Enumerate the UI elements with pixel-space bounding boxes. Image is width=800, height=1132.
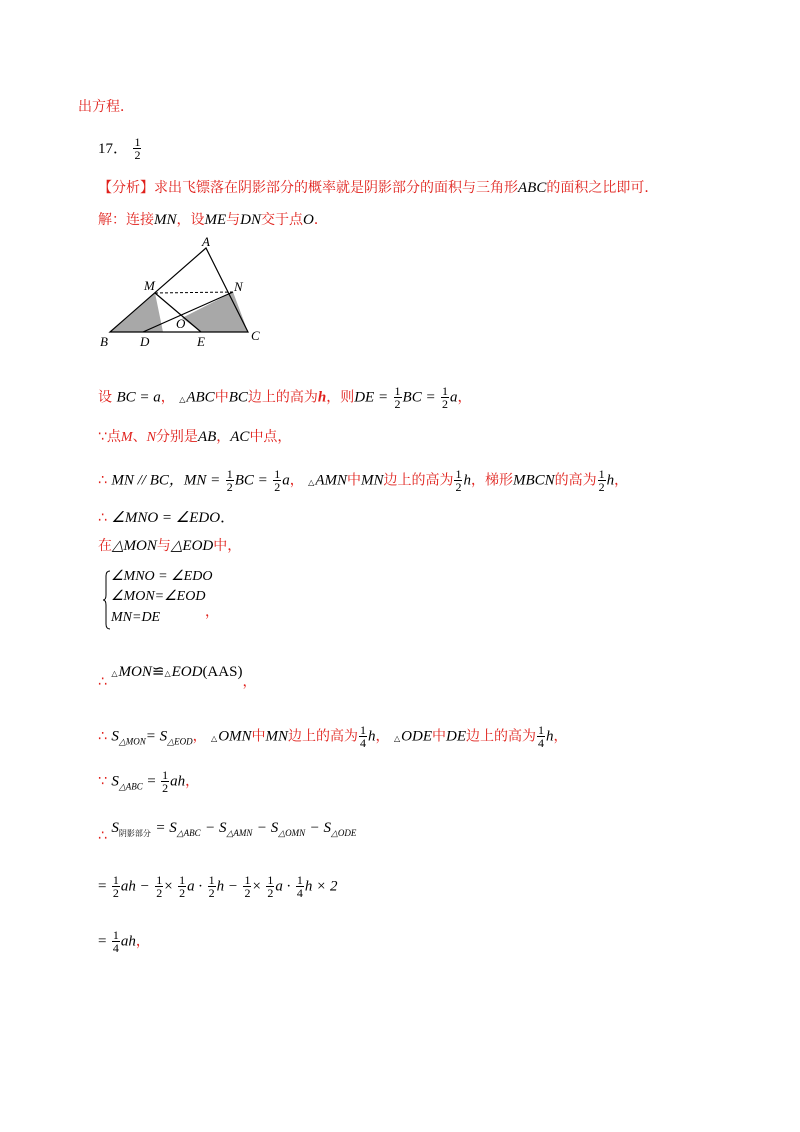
- fraction: [273, 468, 281, 493]
- subscript: △ABC: [176, 828, 201, 838]
- text: ，: [160, 389, 175, 406]
- sol-text: 交于点: [261, 212, 304, 228]
- triangle-symbol: △: [308, 477, 315, 487]
- frac-num: 1: [112, 873, 119, 887]
- label-o: O: [176, 316, 186, 331]
- triangle-symbol: △: [111, 669, 118, 678]
- math: =: [147, 773, 156, 790]
- frac-num: 1: [226, 467, 233, 481]
- math: MBCN: [512, 472, 555, 489]
- frac-num: 1: [112, 928, 119, 942]
- math: h: [317, 389, 327, 406]
- therefore-symbol: ∴: [98, 674, 107, 690]
- line-since-midpoints: [98, 427, 291, 448]
- fraction: [598, 468, 606, 493]
- math: ×: [252, 878, 261, 895]
- math: S: [111, 773, 119, 790]
- fraction: [394, 385, 402, 410]
- question-number: 17．: [98, 141, 129, 157]
- text: 设: [98, 389, 112, 406]
- text: 与: [156, 538, 171, 554]
- congruent-symbol: ≌: [151, 664, 165, 680]
- math: ∠MNO = ∠EDO: [111, 510, 221, 526]
- text: 中，: [213, 538, 242, 554]
- condition-1: ∠MNO = ∠EDO: [111, 569, 213, 584]
- subscript: △ABC: [118, 781, 143, 792]
- frac-den: 2: [208, 886, 215, 900]
- label-e: E: [197, 334, 205, 348]
- math-me: ME: [204, 212, 227, 228]
- text: 中: [431, 728, 446, 745]
- math: BC = a: [116, 389, 161, 406]
- text: 在: [98, 538, 112, 554]
- frac-den: 2: [442, 397, 449, 411]
- label-b: B: [100, 334, 108, 348]
- fraction: [296, 874, 304, 899]
- answer-fraction: [133, 136, 141, 161]
- triangle-symbol: △: [164, 669, 171, 678]
- math: N: [146, 430, 156, 445]
- math: h × 2: [304, 878, 338, 895]
- fraction: [208, 874, 216, 899]
- triangle-symbol: △: [179, 394, 186, 404]
- line-areas-equal: [98, 724, 567, 752]
- math: S: [111, 820, 119, 836]
- text: 中: [346, 472, 361, 489]
- math: MN // BC，MN =: [111, 472, 221, 489]
- frac-num: 1: [274, 467, 281, 481]
- analysis-text-b: 的面积之比即可．: [546, 180, 659, 196]
- line-since-area: [98, 769, 199, 797]
- fraction: [161, 769, 169, 794]
- label-m: M: [144, 278, 155, 293]
- text: ，梯形: [470, 472, 513, 489]
- math: h: [606, 472, 615, 489]
- math: BC =: [402, 389, 436, 406]
- math-mn: MN: [154, 212, 177, 228]
- math: − S: [256, 820, 279, 836]
- text: ，: [242, 674, 257, 690]
- math: DE =: [354, 389, 389, 406]
- fraction: [454, 468, 462, 493]
- math: ×: [164, 878, 173, 895]
- frac-den: 2: [112, 886, 119, 900]
- math: h: [463, 472, 471, 489]
- text: 边上的高为: [288, 728, 359, 745]
- text: ，: [375, 728, 390, 745]
- frac-num: 1: [296, 873, 303, 887]
- math: =: [98, 878, 107, 895]
- text: ，: [289, 472, 304, 489]
- frac-num: 1: [244, 873, 251, 887]
- math: = S: [145, 728, 168, 745]
- math: (AAS): [202, 664, 243, 680]
- dashed-mn: [155, 292, 233, 293]
- math: M: [120, 430, 133, 445]
- text: ．: [220, 510, 236, 526]
- frac-den: 2: [156, 886, 163, 900]
- math: =: [98, 933, 107, 950]
- fraction: [243, 874, 251, 899]
- frac-num: 1: [537, 723, 544, 737]
- math: ah: [170, 773, 186, 790]
- text: ，: [216, 429, 231, 445]
- subscript: △MON: [118, 736, 146, 747]
- subscript: 阴影部分: [118, 829, 151, 838]
- frac-den: 2: [179, 886, 186, 900]
- math: AC: [230, 429, 250, 445]
- frac-den: 4: [360, 736, 367, 750]
- fraction: [537, 724, 545, 749]
- label-d: D: [140, 334, 150, 348]
- line-in-triangles: [98, 536, 241, 556]
- system-comma: ，: [205, 604, 219, 620]
- label-a: A: [202, 236, 210, 249]
- frac-num: 1: [598, 467, 605, 481]
- math: DE: [445, 728, 466, 745]
- therefore-symbol: ∴: [98, 728, 107, 745]
- label-c: C: [251, 328, 260, 343]
- text: 边上的高为: [247, 389, 318, 406]
- math: = S: [155, 820, 177, 836]
- math: MN: [265, 728, 289, 745]
- condition-3: MN=DE: [111, 610, 161, 625]
- frac-num: 1: [134, 135, 141, 149]
- math: h: [368, 728, 376, 745]
- math: △EOD: [170, 538, 214, 554]
- frac-den: 4: [112, 941, 119, 955]
- frac-num: 1: [394, 384, 401, 398]
- text: ，: [135, 933, 150, 950]
- fraction: [155, 874, 163, 899]
- text-line-intro: [78, 97, 134, 117]
- text: 、: [132, 429, 147, 445]
- math: △MON: [112, 538, 157, 554]
- frac-num: 1: [267, 873, 274, 887]
- text: ，: [457, 389, 472, 406]
- frac-den: 4: [296, 886, 303, 900]
- fraction: [266, 874, 274, 899]
- therefore-symbol: ∴: [98, 510, 107, 526]
- analysis-text-a: 求出飞镖落在阴影部分的概率就是阴影部分的面积与三角形: [154, 180, 518, 196]
- math-dn: DN: [240, 212, 262, 228]
- question-17: [98, 136, 142, 161]
- line-calculation: [98, 874, 337, 899]
- math: MN: [360, 472, 384, 489]
- frac-den: 2: [394, 397, 401, 411]
- frac-num: 1: [179, 873, 186, 887]
- therefore-symbol: ∴: [98, 828, 107, 844]
- condition-2: ∠MON=∠EOD: [111, 589, 206, 604]
- math: MON: [118, 664, 152, 680]
- text: 分别是: [155, 429, 198, 445]
- math: BC: [228, 389, 248, 406]
- math: a: [450, 389, 458, 406]
- math: ABC: [186, 389, 215, 406]
- frac-num: 1: [162, 768, 169, 782]
- line-hence-parallel: [98, 468, 628, 493]
- subscript: △OMN: [278, 828, 306, 838]
- text: 中: [214, 389, 229, 406]
- math: ah −: [120, 878, 150, 895]
- analysis-line: [98, 178, 658, 198]
- frac-num: 1: [156, 873, 163, 887]
- text: 中点，: [249, 429, 292, 445]
- math: AB: [197, 429, 217, 445]
- triangle-figure: [96, 236, 276, 348]
- frac-den: 2: [244, 886, 251, 900]
- fraction: [112, 874, 120, 899]
- line-angle: [98, 508, 235, 528]
- text: ，: [553, 728, 568, 745]
- math: BC =: [234, 472, 268, 489]
- line-congruent: [98, 662, 257, 690]
- math: ODE: [401, 728, 432, 745]
- frac-den: 2: [134, 148, 141, 162]
- math: a ·: [275, 878, 291, 895]
- subscript: △AMN: [226, 828, 253, 838]
- analysis-tag: 【分析】: [98, 180, 154, 196]
- therefore-symbol: ∴: [98, 472, 107, 489]
- math: OMN: [218, 728, 252, 745]
- text: ，: [614, 472, 629, 489]
- fraction: [359, 724, 367, 749]
- math: − S: [205, 820, 227, 836]
- math: h −: [216, 878, 238, 895]
- fraction: [226, 468, 234, 493]
- sol-text: ，设: [176, 212, 205, 228]
- frac-den: 4: [537, 736, 544, 750]
- text: 边上的高为: [383, 472, 454, 489]
- frac-num: 1: [208, 873, 215, 887]
- frac-den: 2: [274, 480, 281, 494]
- frac-den: 2: [598, 480, 605, 494]
- math: S: [111, 728, 119, 745]
- math: AMN: [315, 472, 347, 489]
- intro-text: 出方程．: [78, 99, 134, 115]
- sol-text: 解：连接: [98, 212, 154, 228]
- math-o: O: [303, 212, 314, 228]
- text: 的高为: [554, 472, 597, 489]
- text: 中: [251, 728, 266, 745]
- brace-icon: [103, 570, 111, 630]
- triangle-symbol: △: [211, 733, 218, 743]
- frac-num: 1: [442, 384, 449, 398]
- fraction: [178, 874, 186, 899]
- math-abc: ABC: [518, 180, 547, 196]
- text: ，则: [326, 389, 355, 406]
- math: ah: [120, 933, 136, 950]
- math: a ·: [187, 878, 203, 895]
- subscript: △ODE: [330, 828, 357, 838]
- frac-den: 2: [455, 480, 462, 494]
- line-result: [98, 929, 150, 954]
- text: ∵点: [98, 429, 121, 445]
- sol-text: 与: [226, 212, 241, 228]
- label-n: N: [234, 279, 243, 294]
- line-shadow-area: [98, 818, 356, 844]
- text: ，: [192, 728, 207, 745]
- frac-num: 1: [455, 467, 462, 481]
- sol-text: ．: [313, 212, 328, 228]
- frac-den: 2: [267, 886, 274, 900]
- math: h: [545, 728, 554, 745]
- fraction: [441, 385, 449, 410]
- frac-den: 2: [226, 480, 233, 494]
- frac-den: 2: [162, 781, 169, 795]
- math: a: [282, 472, 290, 489]
- math: − S: [309, 820, 331, 836]
- triangle-symbol: △: [394, 733, 401, 743]
- line-set: [98, 385, 472, 410]
- text: 边上的高为: [465, 728, 536, 745]
- fraction: [112, 929, 120, 954]
- frac-num: 1: [360, 723, 367, 737]
- subscript: △EOD: [167, 736, 193, 747]
- because-symbol: ∵: [98, 773, 107, 790]
- math: EOD: [171, 664, 203, 680]
- text: ，: [185, 773, 200, 790]
- solution-intro: [98, 210, 328, 230]
